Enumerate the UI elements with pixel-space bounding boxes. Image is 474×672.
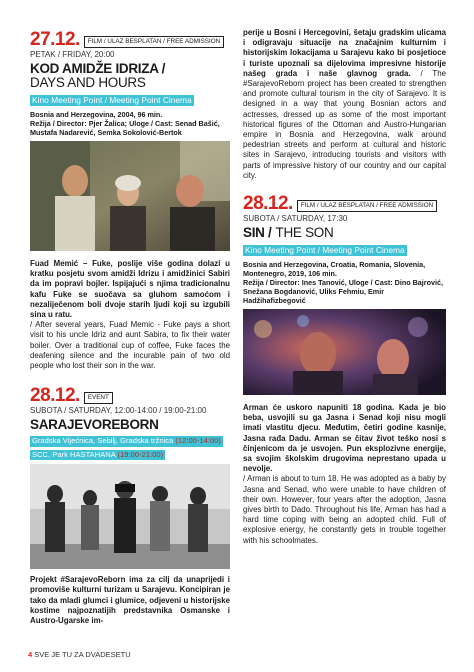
locations <box>30 433 230 460</box>
event-the-son <box>243 195 446 546</box>
event-date: 28.12. <box>243 193 293 215</box>
film-country-year: Bosnia and Herzegovina, 2004, 96 min. <box>30 110 163 119</box>
event-date: 27.12. <box>30 29 80 50</box>
film-still-image <box>243 309 446 395</box>
film-cast: Snežana Bogdanović, Uliks Fehmiu, Emir Hadžihafizbegović <box>243 287 384 306</box>
film-country-year: Montenegro, 2019, 106 min. <box>243 269 337 279</box>
film-country: Bosnia and Herzegovina, Croatia, Romania, Slovenia, <box>243 260 426 270</box>
event-photo-sarajevoreborn <box>30 464 230 569</box>
event-date: 28.12. <box>30 385 80 407</box>
description-bs: Fuad Memić – Fuke, poslije više godina dolazi u kratku posjetu svom amidži Idrizu i amidžinici Sabiri da im popravi bojler. Ispijajući s njima tradicionalnu kafu Fuke se suočava sa gluhom samoćom i nezaliječenom boli dvoje starih ljudi koji su izgubili sina u ratu. <box>30 259 230 320</box>
event-tag: EVENT <box>84 392 113 404</box>
description-bs: Projekt #SarajevoReborn ima za cilj da unaprijedi i promoviše kulturni turizam u Sarajevu. Koncipiran je tako da mladi glumci i glumice, odjeveni u historijske kostime najpoznatijih predstavnika Osmanske i Austro-Ugarske im- <box>30 575 230 626</box>
description-en: / Arman is about to turn 18. He was adopted as a baby by Jasna and Senad, who were unable to have children of their own. However, four years after the adoption, Jasna gives birth to Dado. Throughout his life, Arman has had a hard time coping with being an adopted child. Full of explosive energy, he constantly gets in trouble together with his schoolmates. <box>243 474 446 545</box>
event-day: SUBOTA / SATURDAY, 17:30 <box>243 214 348 224</box>
film-director: Režija / Director: Pjer Žalica; Uloge / Cast: Senad Bašić, <box>30 119 220 128</box>
description-bs: Arman će uskoro napuniti 18 godina. Kada je bio beba, usvojili su ga Jasna i Senad koji nisu mogli imati vlastitu djecu. Međutim, četiri godine kasnije, Jasna rađa Dadu. Arman se čitav život teško nosi s činjenicom da je usvojen. Pun eksplozivne energije, sa svojim školskim drugovima neprestano upada u nevolje. <box>243 403 446 474</box>
event-day: PETAK / FRIDAY, 20:00 <box>30 50 115 59</box>
event-day: SUBOTA / SATURDAY, 12:00-14:00 / 19:00-21:00 <box>30 406 207 416</box>
film-still-image <box>30 141 230 251</box>
page-footer <box>28 650 131 659</box>
film-still-days-and-hours <box>30 141 230 251</box>
location-1-name: Gradska Vijećnica, Sebilj, Gradska tržnica <box>32 436 174 446</box>
continued-description <box>243 28 446 181</box>
event-title: KOD AMIDŽE IDRIZA / <box>30 61 166 76</box>
film-meta <box>243 260 446 305</box>
event-title: SARAJEVOREBORN <box>30 417 159 433</box>
description-en: / After several years, Fuad Memic - Fuke pays a short visit to his uncle Idriz and aunt Sabira, to fix their water boiler. Over a traditional cup of coffee, Fuke faces the deafening silence and the incurable pain of two old people who lost their son in the war. <box>30 320 230 371</box>
page-number: 4 <box>28 650 33 659</box>
location-1-time: (12:00-14:00) <box>175 436 221 446</box>
event-tag: FILM / ULAZ BESPLATAN / FREE ADMISSION <box>84 36 224 48</box>
film-still-the-son <box>243 309 446 395</box>
film-director: Režija / Director: Ines Tanović, Uloge / Cast: Dino Bajrović, <box>243 278 443 288</box>
continued-description-en: / The #SarajevoReborn project has been created to strengthen and promote cultural tourism in the city of Sarajevo. It is designed in a way that young Bosnian actors and actresses, dressed up as some of the most important historical figures of the Ottoman and Austro-Hungarian empire in Bosnia and Herzegovina, walk around pedestrian streets and perform at cultural and historic sites in Sarajevo, introducing tourists and visitors with parts of impressive history of our country and our capital city. <box>243 68 446 180</box>
event-photo-image <box>30 464 230 569</box>
event-title: SIN / <box>243 225 272 241</box>
event-days-and-hours <box>30 31 230 371</box>
film-meta <box>30 110 230 137</box>
venue-label: Kino Meeting Point / Meeting Point Cinema <box>32 95 192 105</box>
event-tag: FILM / ULAZ BESPLATAN / FREE ADMISSION <box>297 200 437 212</box>
event-title-en: DAYS AND HOURS <box>30 75 146 90</box>
event-title-row <box>243 226 446 240</box>
left-column <box>30 0 230 626</box>
event-title-en: THE SON <box>275 225 334 241</box>
right-column <box>243 0 446 546</box>
location-2-time: (19:00-21:00) <box>117 449 164 459</box>
footer-text: SVE JE TU ZA DVADESETU <box>34 650 131 659</box>
film-cast: Mustafa Nadarević, Semka Sokolović-Bertok <box>30 128 182 137</box>
location-2-name: SCC, Park HASTAHANA <box>32 449 116 459</box>
venue-label: Kino Meeting Point / Meeting Point Cinema <box>245 245 405 256</box>
event-sarajevoreborn <box>30 387 230 626</box>
continued-description-bs: perije u Bosni i Hercegovini, šetaju gradskim ulicama i odigravaju situacije na značajnim kulturnim i historijskim lokacijama u Sarajevu kako bi posjetioce i turiste upoznali sa dijelovima impresivne historije našeg grada i naše glavnog grada. <box>243 28 446 78</box>
location-1 <box>30 436 223 447</box>
location-2 <box>30 450 165 461</box>
